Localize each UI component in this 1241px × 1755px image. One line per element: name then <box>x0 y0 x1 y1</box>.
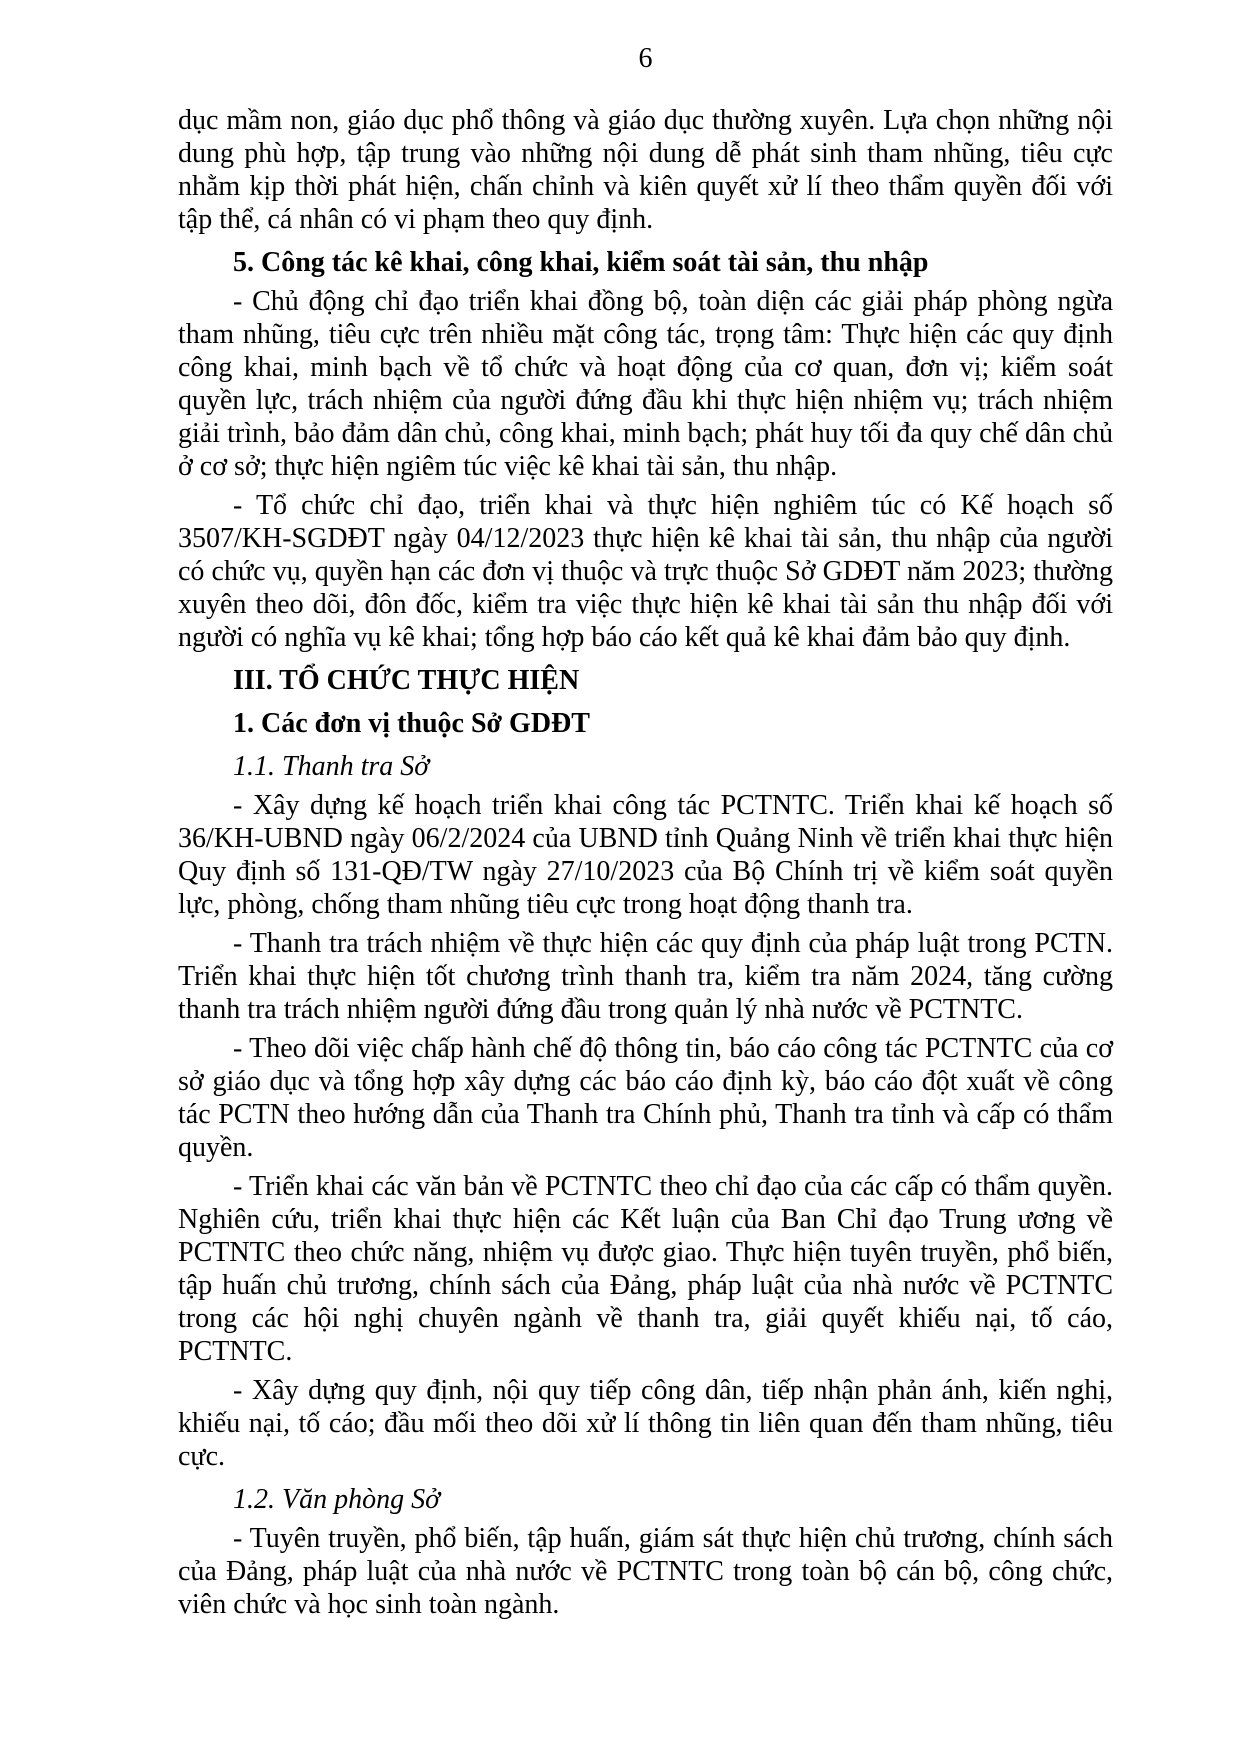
paragraph: - Xây dựng kế hoạch triển khai công tác PCTNTC. Triển khai kế hoạch số 36/KH-UBND ngày 06/2/2024 của UBND tỉnh Quảng Ninh về triển khai thực hiện Quy định số 131-QĐ/TW ngày 27/10/2023 của Bộ Chính trị về kiểm soát quyền lực, phòng, chống tham nhũng tiêu cực trong hoạt động thanh tra. <box>178 790 1113 920</box>
paragraph: - Triển khai các văn bản về PCTNTC theo chỉ đạo của các cấp có thẩm quyền. Nghiên cứu, triển khai thực hiện các Kết luận của Ban Chỉ đạo Trung ương về PCTNTC theo chức năng, nhiệm vụ được giao. Thực hiện tuyên truyền, phổ biến, tập huấn chủ trương, chính sách của Đảng, pháp luật của nhà nước về PCTNTC trong các hội nghị chuyên ngành về thanh tra, giải quyết khiếu nại, tố cáo, PCTNTC. <box>178 1171 1113 1367</box>
document-body <box>178 104 1113 1621</box>
subsection-heading-1-2: 1.2. Văn phòng Sở <box>233 1484 441 1515</box>
paragraph-continuation: dục mầm non, giáo dục phổ thông và giáo dục thường xuyên. Lựa chọn những nội dung phù hợp, tập trung vào những nội dung dễ phát sinh tham nhũng, tiêu cực nhằm kịp thời phát hiện, chấn chỉnh và kiên quyết xử lí theo thẩm quyền đối với tập thể, cá nhân có vi phạm theo quy định. <box>178 105 1113 235</box>
section-heading-1: 1. Các đơn vị thuộc Sở GDĐT <box>233 708 590 739</box>
paragraph: - Thanh tra trách nhiệm về thực hiện các quy định của pháp luật trong PCTN. Triển khai thực hiện tốt chương trình thanh tra, kiểm tra năm 2024, tăng cường thanh tra trách nhiệm người đứng đầu trong quản lý nhà nước về PCTNTC. <box>178 928 1113 1025</box>
paragraph: - Tổ chức chỉ đạo, triển khai và thực hiện nghiêm túc có Kế hoạch số 3507/KH-SGDĐT ngày 04/12/2023 thực hiện kê khai tài sản, thu nhập của người có chức vụ, quyền hạn các đơn vị thuộc và trực thuộc Sở GDĐT năm 2023; thường xuyên theo dõi, đôn đốc, kiểm tra việc thực hiện kê khai tài sản thu nhập đối với người có nghĩa vụ kê khai; tổng hợp báo cáo kết quả kê khai đảm bảo quy định. <box>178 490 1113 653</box>
page-number: 6 <box>638 43 653 74</box>
paragraph: - Chủ động chỉ đạo triển khai đồng bộ, toàn diện các giải pháp phòng ngừa tham nhũng, tiêu cực trên nhiều mặt công tác, trọng tâm: Thực hiện các quy định công khai, minh bạch về tổ chức và hoạt động của cơ quan, đơn vị; kiểm soát quyền lực, trách nhiệm của người đứng đầu khi thực hiện nhiệm vụ; trách nhiệm giải trình, bảo đảm dân chủ, công khai, minh bạch; phát huy tối đa quy chế dân chủ ở cơ sở; thực hiện ngiêm túc việc kê khai tài sản, thu nhập. <box>178 286 1113 482</box>
section-heading-5: 5. Công tác kê khai, công khai, kiểm soát tài sản, thu nhập <box>233 247 929 278</box>
paragraph: - Xây dựng quy định, nội quy tiếp công dân, tiếp nhận phản ánh, kiến nghị, khiếu nại, tố cáo; đầu mối theo dõi xử lí thông tin liên quan đến tham nhũng, tiêu cực. <box>178 1375 1113 1472</box>
paragraph: - Tuyên truyền, phổ biến, tập huấn, giám sát thực hiện chủ trương, chính sách của Đảng, pháp luật của nhà nước về PCTNTC trong toàn bộ cán bộ, công chức, viên chức và học sinh toàn ngành. <box>178 1523 1113 1620</box>
section-heading-iii: III. TỔ CHỨC THỰC HIỆN <box>233 665 580 696</box>
paragraph: - Theo dõi việc chấp hành chế độ thông tin, báo cáo công tác PCTNTC của cơ sở giáo dục và tổng hợp xây dựng các báo cáo định kỳ, báo cáo đột xuất về công tác PCTN theo hướng dẫn của Thanh tra Chính phủ, Thanh tra tỉnh và cấp có thẩm quyền. <box>178 1033 1113 1163</box>
subsection-heading-1-1: 1.1. Thanh tra Sở <box>233 751 430 782</box>
